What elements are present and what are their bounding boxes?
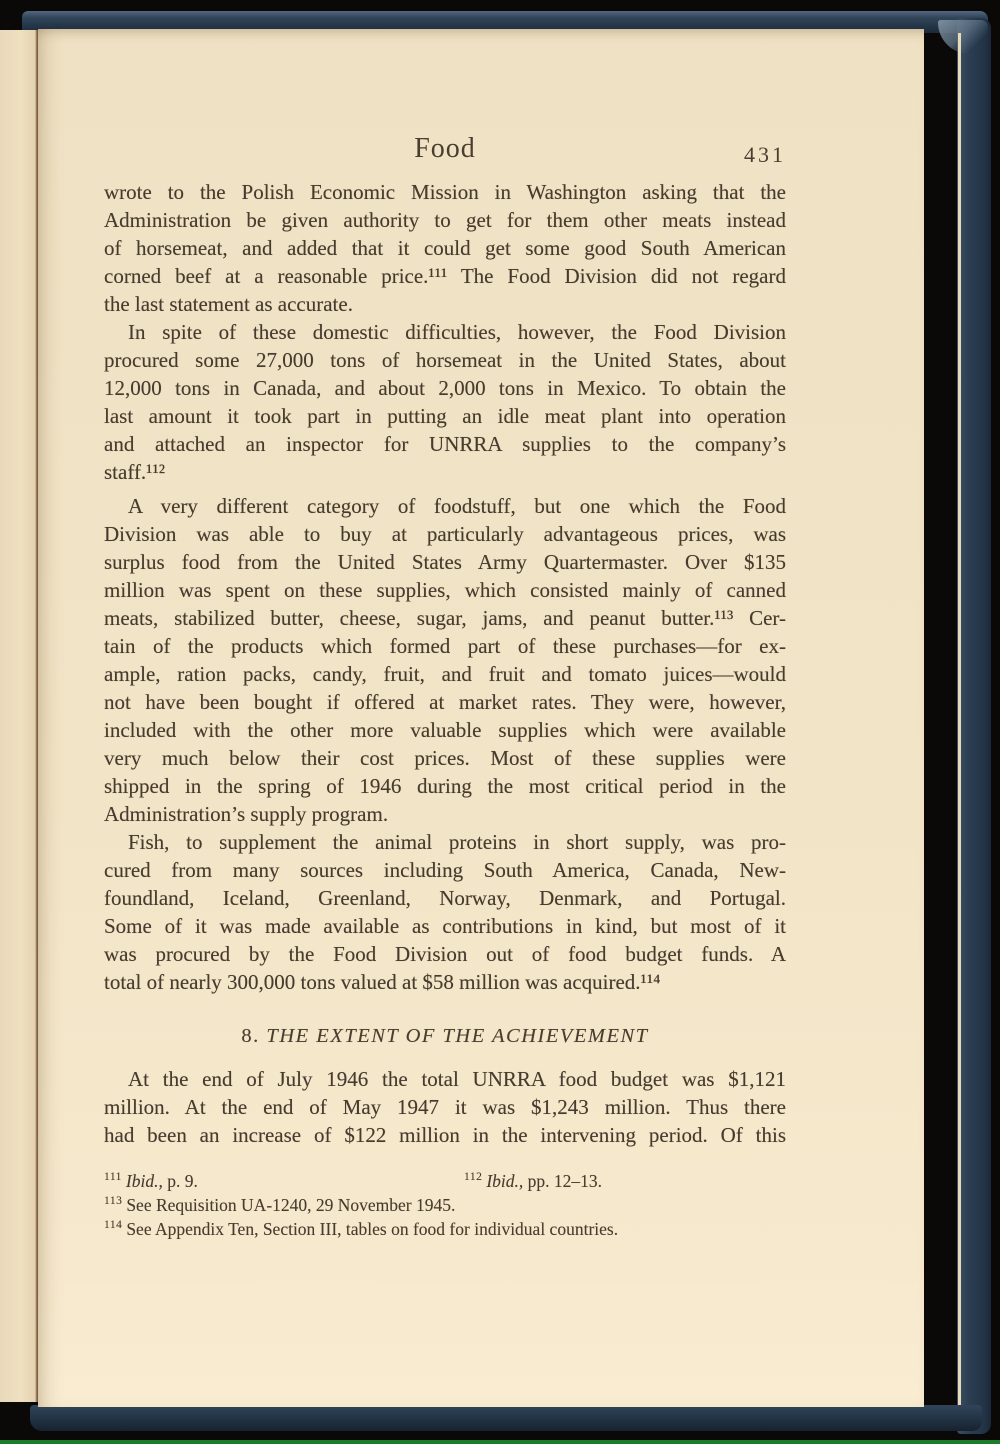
text-line: was procured by the Food Division out of food budget funds. A [104,942,786,966]
footnote-marker: 113 [104,1195,123,1208]
text-line: of horsemeat, and added that it could get some good South American [104,236,786,260]
section-heading [104,1022,786,1050]
text-line: tain of the products which formed part of these purchases—for ex- [104,634,786,658]
footnote-112 [464,1169,602,1193]
paragraph [104,492,786,828]
text-line: total of nearly 300,000 tons valued at $58 million was acquired.¹¹⁴ [104,970,661,994]
text-line: million. At the end of May 1947 it was $1,243 million. Thus there [104,1095,786,1119]
text-line: not have been bought if offered at market rates. They were, however, [104,690,786,714]
text-line: meats, stabilized butter, cheese, sugar, jams, and peanut butter.¹¹³ Cer- [104,606,786,630]
text-line: last amount it took part in putting an idle meat plant into operation [104,404,786,428]
text-line: very much below their cost prices. Most of these supplies were [104,746,786,770]
footnote-marker: 114 [104,1219,123,1232]
footnote-text: pp. 12–13. [523,1171,603,1191]
footnote-text: See Requisition UA-1240, 29 November 1945. [126,1195,456,1215]
running-title: Food [414,133,476,164]
text-line: cured from many sources including South America, Canada, New- [104,858,786,882]
text-line: In spite of these domestic difficulties, however, the Food Division [128,320,786,344]
paragraph [104,1065,786,1149]
text-line: had been an increase of $122 million in the intervening period. Of this [104,1123,786,1147]
paragraph [104,828,786,996]
text-line: staff.¹¹² [104,460,166,484]
text-line: corned beef at a reasonable price.¹¹¹ The Food Division did not regard [104,264,786,288]
text-line: Division was able to buy at particularly advantageous prices, was [104,522,786,546]
body-text [104,178,786,1149]
text-line: the last statement as accurate. [104,292,353,316]
section-title: THE EXTENT OF THE ACHIEVEMENT [266,1025,649,1047]
scan-green-strip [0,1440,1000,1444]
text-column [104,133,786,1241]
book-page [38,29,924,1407]
text-line: Some of it was made available as contributions in kind, but most of it [104,914,786,938]
text-line: At the end of July 1946 the total UNRRA food budget was $1,121 [128,1067,786,1091]
section-number: 8. [241,1025,267,1047]
footnote-ibid: Ibid., [486,1171,524,1191]
footnote-111 [104,1169,464,1193]
book-cover-right-edge [957,18,991,1434]
paragraph [104,178,786,318]
text-line: Administration be given authority to get for them other meats instead [104,208,786,232]
fore-edge-page-stack [924,33,961,1405]
text-line: surplus food from the United States Army Quartermaster. Over $135 [104,550,786,574]
text-line: Fish, to supplement the animal proteins in short supply, was pro- [128,830,786,854]
text-line: A very different category of foodstuff, but one which the Food [128,494,786,518]
footnote-row [104,1169,786,1193]
text-line: included with the other more valuable supplies which were available [104,718,786,742]
footnotes [104,1169,786,1241]
page-header [104,133,786,173]
left-page-edges [0,30,38,1402]
paragraph [104,318,786,486]
text-line: wrote to the Polish Economic Mission in Washington asking that the [104,180,786,204]
text-line: ample, ration packs, candy, fruit, and fruit and tomato juices—would [104,662,786,686]
footnote-marker: 112 [464,1171,483,1184]
text-line: million was spent on these supplies, which consisted mainly of canned [104,578,786,602]
footnote-114 [104,1217,786,1241]
text-line: Administration’s supply program. [104,802,389,826]
footnote-text: See Appendix Ten, Section III, tables on food for individual countries. [126,1219,619,1239]
text-line: procured some 27,000 tons of horsemeat in the United States, about [104,348,786,372]
book-cover-bottom-edge [30,1405,982,1431]
text-line: and attached an inspector for UNRRA supplies to the company’s [104,432,786,456]
footnote-113 [104,1193,786,1217]
text-line: 12,000 tons in Canada, and about 2,000 tons in Mexico. To obtain the [104,376,786,400]
footnote-ibid: Ibid., [125,1171,163,1191]
footnote-text: p. 9. [162,1171,198,1191]
page-number: 431 [744,142,786,167]
footnote-marker: 111 [104,1171,122,1184]
text-line: foundland, Iceland, Greenland, Norway, Denmark, and Portugal. [104,886,786,910]
text-line: shipped in the spring of 1946 during the most critical period in the [104,774,786,798]
